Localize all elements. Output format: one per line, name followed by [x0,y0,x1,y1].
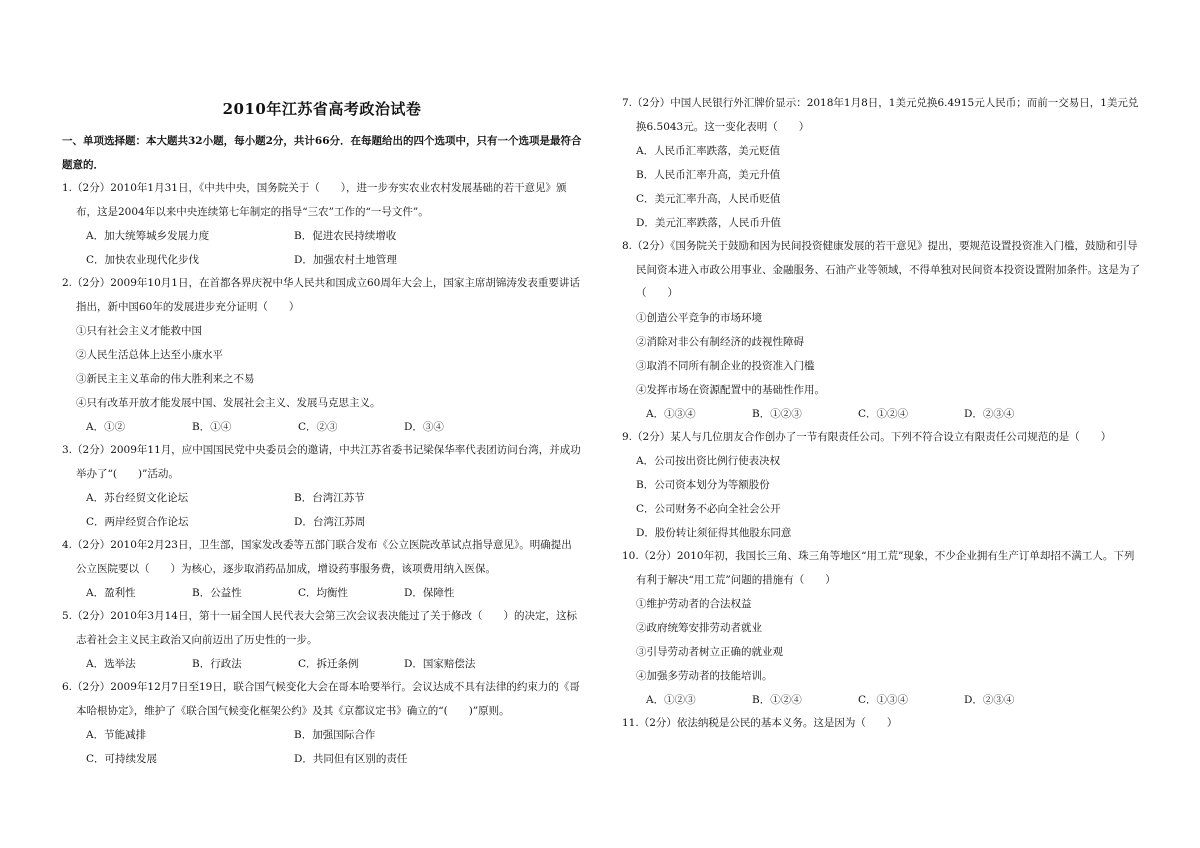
statement-item: ④加强多劳动者的技能培训。 [636,670,773,682]
option-list [622,139,1144,235]
option-d: D．台湾江苏周 [294,516,366,528]
option-a: A．选举法 [86,658,136,670]
question-stem: 6.（2分）2009年12月7日至19日，联合国气候变化大会在哥本哈要举行。会议达成不具有法律的约束力的《哥本哈根协定》，维护了《联合国气候变化框架公约》及其《京都议定书》确立的“( )”原则。 [62,681,580,717]
answer-parenthesis: （ ） [636,287,678,299]
question-stem: 8.（2分）《国务院关于鼓励和因为民间投资健康发展的若干意见》提出，要规范设置投资准入门槛，鼓励和引导民间资本进入市政公用事业、金融服务、石油产业等领域，不得单独对民间资本投资设置附加条件。这是为了 [622,240,1140,276]
option-c: C．公司财务不必向全社会公开 [636,503,781,515]
option-b: B．公司资本划分为等额股份 [636,479,770,491]
option-c: C．②③ [298,421,338,433]
option-c: C．可持续发展 [86,753,158,765]
option-a: A．盈利性 [86,587,136,599]
option-list [622,402,1144,426]
option-b: B．加强国际合作 [294,729,376,741]
question-3 [62,439,582,534]
statement-item: ③新民主主义革命的伟大胜利来之不易 [76,373,255,385]
option-c: C．两岸经贸合作论坛 [86,516,189,528]
option-c: C．①③④ [858,694,909,706]
option-b: B．促进农民持续增收 [294,230,397,242]
option-b: B．行政法 [192,658,242,670]
option-a: A．公司按出资比例行使表决权 [636,455,781,467]
statement-item: ④只有改革开放才能发展中国、发展社会主义、发展马克思主义。 [76,397,381,409]
option-a: A．加大统筹城乡发展力度 [86,230,210,242]
option-a: A．人民币汇率跌落，美元贬值 [636,145,781,157]
question-10 [622,545,1144,712]
option-d: D．②③④ [964,407,1015,420]
option-d: D．股份转让须征得其他股东同意 [636,527,792,539]
left-column [62,98,582,771]
statement-item: ①只有社会主义才能救中国 [76,325,202,337]
option-b: B．台湾江苏节 [294,492,365,504]
question-stem: 4.（2分）2010年2月23日，卫生部，国家发改委等五部门联合发布《公立医院改革试点指导意见》。明确提出公立医院要以（ ）为核心，逐步取消药品加成，增设药事服务费，该项费用纳入医保。 [62,539,572,575]
option-list [62,581,582,605]
option-c: C．①②④ [858,407,909,420]
statement-item: ④发挥市场在资源配置中的基础性作用。 [636,383,825,396]
question-9 [622,426,1144,546]
option-list [62,224,582,272]
option-a: A．节能减排 [86,729,147,741]
section-heading: 一、单项选择题：本大题共32小题，每小题2分，共计66分．在每题给出的四个选项中，只有一个选项是最符合题意的． [62,135,582,171]
option-d: D．加强农村土地管理 [294,254,397,266]
option-d: D．美元汇率跌落，人民币升值 [636,217,781,229]
option-d: D．②③④ [964,694,1015,706]
question-5 [62,605,582,676]
option-d: D．③④ [404,421,444,433]
option-d: D．共同但有区别的责任 [294,753,408,765]
option-a: A．苏台经贸文化论坛 [86,492,189,504]
option-b: B．公益性 [192,587,242,599]
option-c: C．均衡性 [298,587,349,599]
statement-item: ②消除对非公有制经济的歧视性障碍 [636,335,804,348]
option-list [622,449,1144,545]
right-column [622,92,1144,736]
option-a: A．①③④ [646,407,696,420]
option-d: D．保障性 [404,587,455,599]
option-list [622,688,1144,712]
statement-item: ③引导劳动者树立正确的就业观 [636,646,783,658]
option-b: B．①②④ [752,694,802,706]
option-c: C．加快农业现代化步伐 [86,254,200,266]
question-stem: 10.（2分）2010年初，我国长三角、珠三角等地区“用工荒”现象，不少企业拥有生产订单却招不满工人。下列有利于解决“用工荒”问题的措施有（ ） [622,550,1135,586]
question-1 [62,177,582,272]
option-b: B．①④ [192,421,232,433]
question-8 [622,235,1144,426]
question-7 [622,92,1144,235]
question-stem: 3.（2分）2009年11月，应中国国民党中央委员会的邀请，中共江苏省委书记梁保华率代表团访问台湾，并成功举办了“( )”活动。 [62,444,581,480]
option-a: A．①②③ [646,694,696,706]
option-list [62,415,582,439]
question-stem: 1.（2分）2010年1月31日，《中共中央，国务院关于（ ），进一步夯实农业农村发展基础的若干意见》颁布，这是2004年以来中央连续第七年制定的指导“三农”工作的“一号文件”。 [62,182,567,218]
question-stem: 2.（2分）2009年10月1日，在首都各界庆祝中华人民共和国成立60周年大会上，国家主席胡锦涛发表重要讲话指出，新中国60年的发展进步充分证明（ ） [62,277,580,313]
page-title: 2010年江苏省高考政治试卷 [222,100,422,118]
option-list [62,652,582,676]
option-list [62,723,582,771]
question-11 [622,712,1144,736]
statement-item: ②人民生活总体上达至小康水平 [76,349,223,361]
question-stem: 5.（2分）2010年3月14日，第十一届全国人民代表大会第三次会议表决能过了关于修改（ ）的决定，这标志着社会主义民主政治又向前迈出了历史性的一步。 [62,610,577,646]
option-d: D．国家赔偿法 [404,658,476,670]
question-2 [62,272,582,439]
statement-item: ②政府统筹安排劳动者就业 [636,622,762,634]
option-a: A．①② [86,421,126,433]
question-stem: 9.（2分）某人与几位朋友合作创办了一节有限责任公司。下列不符合设立有限责任公司规范的是（ ） [622,430,1112,443]
statement-item: ①维护劳动者的合法权益 [636,598,752,610]
option-c: C．拆迁条例 [298,658,359,670]
option-c: C．美元汇率升高，人民币贬值 [636,193,781,205]
option-b: B．人民币汇率升高，美元升值 [636,169,781,181]
question-6 [62,676,582,771]
option-list [62,486,582,534]
question-stem: 7.（2分）中国人民银行外汇牌价显示：2018年1月8日，1美元兑换6.4915元人民币；而前一交易日，1美元兑换6.5043元。这一变化表明（ ） [622,97,1139,133]
question-4 [62,534,582,605]
statement-item: ①创造公平竞争的市场环境 [636,311,762,324]
question-stem: 11.（2分）依法纳税是公民的基本义务。这是因为（ ） [622,717,898,729]
option-b: B．①②③ [752,407,802,420]
statement-item: ③取消不同所有制企业的投资准入门槛 [636,359,815,372]
